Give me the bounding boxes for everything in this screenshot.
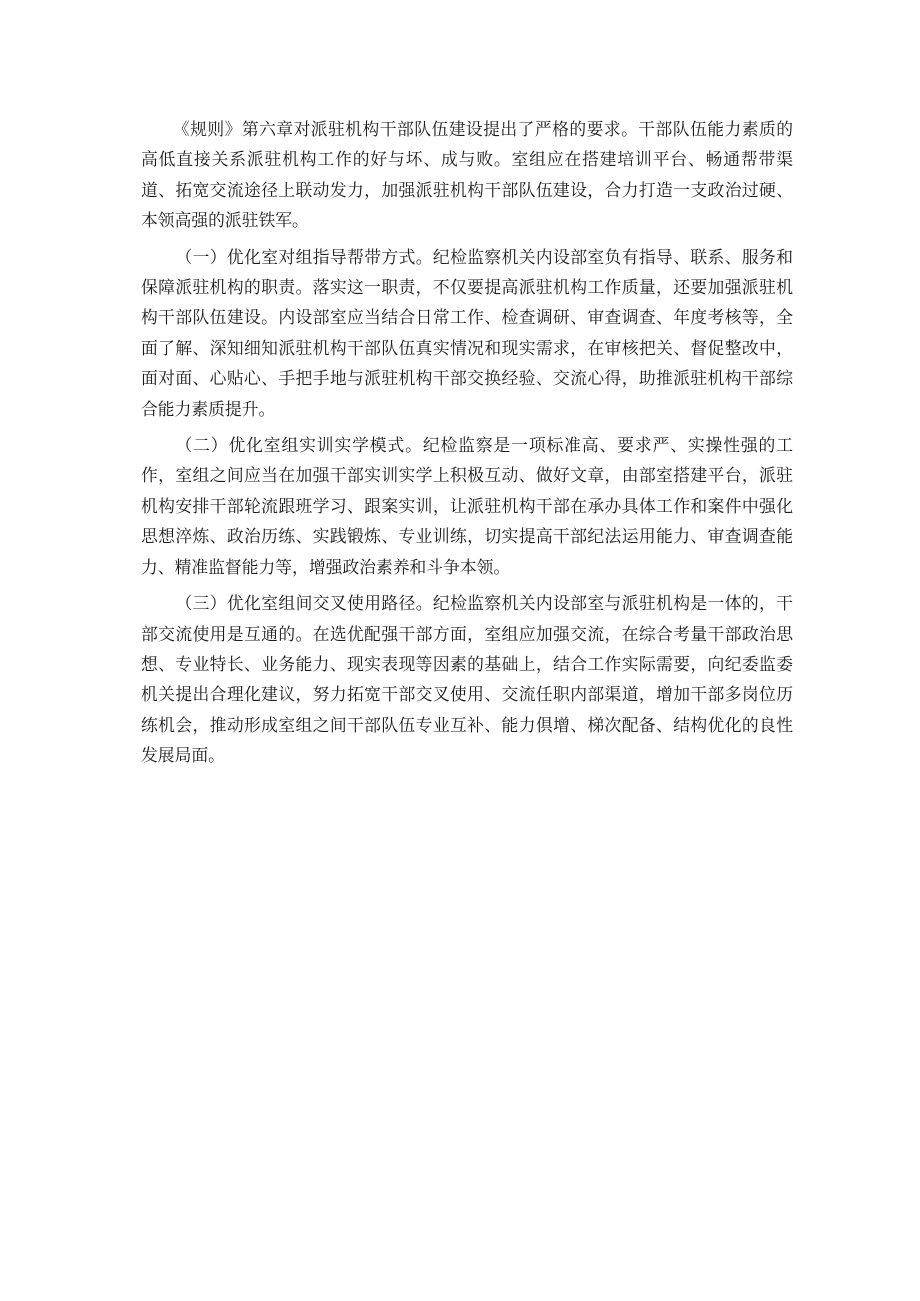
paragraph-section-3: （三）优化室组间交叉使用路径。纪检监察机关内设部室与派驻机构是一体的，干部交流使用是互通的。在选优配强干部方面，室组应加强交流，在综合考量干部政治思想、专业特长、业务能力、现实表现等因素的基础上，结合工作实际需要，向纪委监委机关提出合理化建议，努力拓宽干部交叉使用、交流任职内部渠道，增加干部多岗位历练机会，推动形成室组之间干部队伍专业互补、能力倶增、梯次配备、结构优化的良性发展局面。 bbox=[141, 593, 793, 766]
paragraph-section-1: （一）优化室对组指导帮带方式。纪检监察机关内设部室负有指导、联系、服务和保障派驻机构的职责。落实这一职责，不仅要提高派驻机构工作质量，还要加强派驻机构干部队伍建设。内设部室应当结合日常工作、检查调研、审查调查、年度考核等，全面了解、深知细知派驻机构干部队伍真实情况和现实需求，在审核把关、督促整改中，面对面、心贴心、手把手地与派驻机构干部交换经验、交流心得，助推派驻机构干部综合能力素质提升。 bbox=[141, 246, 793, 419]
document-body bbox=[141, 114, 793, 777]
paragraph-section-2: （二）优化室组实训实学模式。纪检监察是一项标准高、要求严、实操性强的工作，室组之间应当在加强干部实训实学上积极互动、做好文章，由部室搭建平台，派驻机构安排干部轮流跟班学习、跟案实训，让派驻机构干部在承办具体工作和案件中强化思想淬炼、政治历练、实践锻炼、专业训练，切实提高干部纪法运用能力、审查调查能力、精准监督能力等，增强政治素养和斗争本领。 bbox=[141, 435, 793, 577]
paragraph-intro: 《规则》第六章对派驻机构干部队伍建设提出了严格的要求。干部队伍能力素质的高低直接关系派驻机构工作的好与坏、成与败。室组应在搭建培训平台、畅通帮带渠道、拓宽交流途径上联动发力，加强派驻机构干部队伍建设，合力打造一支政治过硬、本领高强的派驻铁军。 bbox=[141, 119, 793, 231]
